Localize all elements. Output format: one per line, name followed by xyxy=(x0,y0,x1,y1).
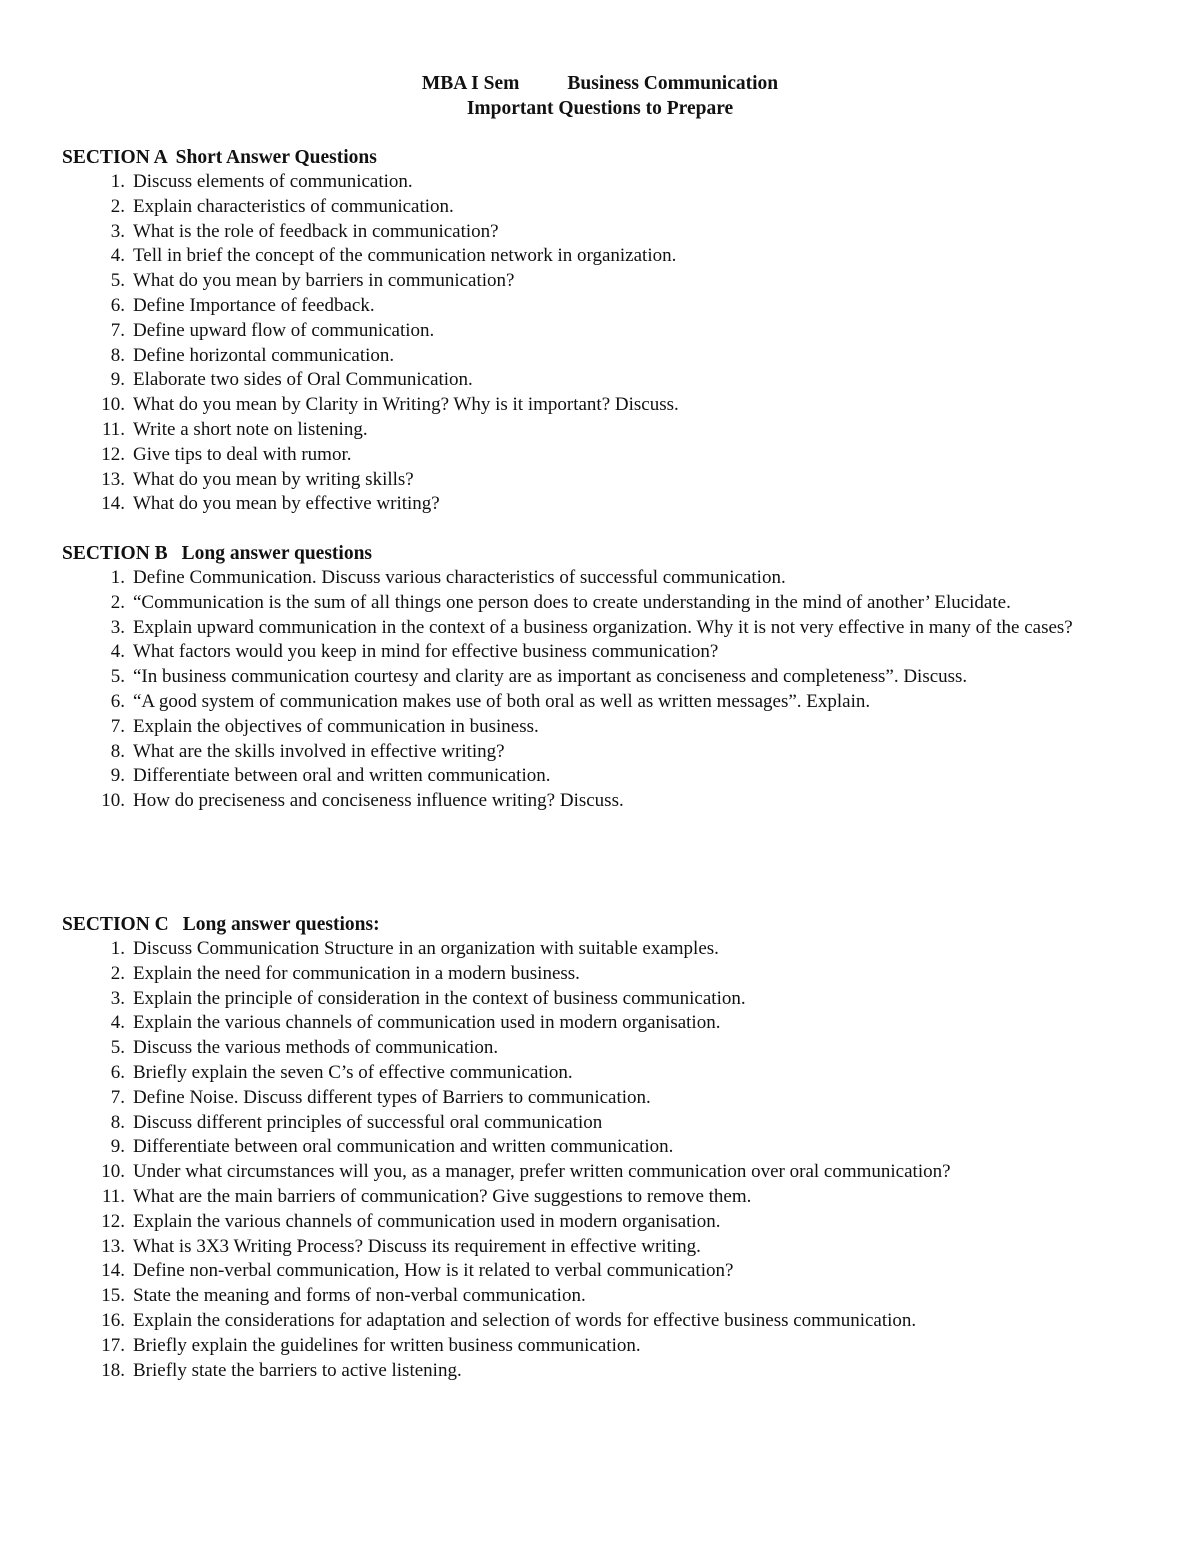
question-item xyxy=(0,492,1200,517)
question-text: Discuss elements of communication. xyxy=(133,171,413,192)
question-item xyxy=(0,1135,1200,1160)
question-text: What do you mean by barriers in communication? xyxy=(133,270,515,292)
question-number: 14. xyxy=(101,493,125,515)
question-item xyxy=(0,269,1200,294)
course-label: MBA I Sem xyxy=(421,73,520,94)
question-number: 13. xyxy=(101,468,125,490)
question-number: 3. xyxy=(110,616,125,638)
question-text: State the meaning and forms of non-verbal communication. xyxy=(133,1285,586,1307)
question-text: How do preciseness and conciseness influence writing? Discuss. xyxy=(133,790,624,812)
question-text: Explain the principle of consideration in the context of business communication. xyxy=(133,987,746,1009)
question-number: 6. xyxy=(110,294,125,316)
question-text: Under what circumstances will you, as a manager, prefer written communication over oral communication? xyxy=(133,1161,951,1183)
section-c-heading xyxy=(62,912,380,938)
question-item xyxy=(0,1235,1200,1260)
question-item xyxy=(0,1284,1200,1309)
question-number: 8. xyxy=(110,740,125,762)
question-text: Define upward flow of communication. xyxy=(133,319,435,341)
question-text: Discuss different principles of successful oral communication xyxy=(133,1111,603,1133)
question-number: 6. xyxy=(110,1061,125,1083)
question-text: What are the main barriers of communication? Give suggestions to remove them. xyxy=(133,1185,752,1207)
question-number: 5. xyxy=(110,1037,125,1059)
question-item xyxy=(0,740,1200,765)
question-item xyxy=(0,244,1200,269)
question-text: Define non-verbal communication, How is it related to verbal communication? xyxy=(133,1260,734,1282)
question-number: 4. xyxy=(110,245,125,267)
question-text: Explain the various channels of communication used in modern organisation. xyxy=(133,1210,721,1232)
question-item xyxy=(0,616,1200,641)
section-b-questions xyxy=(0,566,1200,814)
question-item xyxy=(0,1309,1200,1334)
question-item xyxy=(0,393,1200,418)
question-item xyxy=(0,1036,1200,1061)
question-text: What is the role of feedback in communication? xyxy=(133,220,499,242)
question-item xyxy=(0,1259,1200,1284)
question-item xyxy=(0,319,1200,344)
question-number: 10. xyxy=(101,790,125,812)
question-text: What factors would you keep in mind for effective business communication? xyxy=(133,641,719,663)
section-a-questions xyxy=(0,170,1200,517)
question-item xyxy=(0,170,1200,195)
question-number: 16. xyxy=(101,1309,125,1331)
question-number: 14. xyxy=(101,1260,125,1282)
question-text: Explain upward communication in the context of a business organization. Why it is not very effective in many of the cases? xyxy=(133,616,1073,638)
question-number: 1. xyxy=(110,171,125,192)
question-text: “In business communication courtesy and clarity are as important as conciseness and completeness”. Discuss. xyxy=(133,666,968,688)
question-item xyxy=(0,1086,1200,1111)
section-c-subtitle: Long answer questions: xyxy=(182,914,380,935)
question-number: 3. xyxy=(110,987,125,1009)
question-text: Differentiate between oral and written communication. xyxy=(133,765,551,787)
question-text: Write a short note on listening. xyxy=(133,418,368,440)
question-number: 12. xyxy=(101,443,125,465)
question-number: 9. xyxy=(110,765,125,787)
question-number: 12. xyxy=(101,1210,125,1232)
question-item xyxy=(0,640,1200,665)
question-text: What do you mean by writing skills? xyxy=(133,468,414,490)
question-item xyxy=(0,591,1200,616)
question-text: Define Importance of feedback. xyxy=(133,294,375,316)
section-b-subtitle: Long answer questions xyxy=(181,543,373,564)
section-c-questions xyxy=(0,937,1200,1383)
question-text: Tell in brief the concept of the communication network in organization. xyxy=(133,245,677,267)
question-item xyxy=(0,987,1200,1012)
question-item xyxy=(0,665,1200,690)
subject-label: Business Communication xyxy=(567,73,779,94)
question-item xyxy=(0,1210,1200,1235)
question-text: Explain characteristics of communication. xyxy=(133,195,454,217)
question-text: What are the skills involved in effective writing? xyxy=(133,740,505,762)
section-a-subtitle: Short Answer Questions xyxy=(175,147,377,168)
question-number: 7. xyxy=(110,715,125,737)
question-item xyxy=(0,566,1200,591)
question-text: Briefly state the barriers to active listening. xyxy=(133,1359,462,1381)
question-item xyxy=(0,1359,1200,1384)
question-number: 10. xyxy=(101,1161,125,1183)
question-item xyxy=(0,789,1200,814)
question-number: 1. xyxy=(110,567,125,588)
question-item xyxy=(0,937,1200,962)
question-text: “A good system of communication makes use of both oral as well as written messages”. Explain. xyxy=(133,690,871,712)
question-item xyxy=(0,962,1200,987)
question-item xyxy=(0,1160,1200,1185)
question-text: Differentiate between oral communication and written communication. xyxy=(133,1136,674,1158)
question-item xyxy=(0,690,1200,715)
question-number: 5. xyxy=(110,666,125,688)
section-a-heading xyxy=(62,145,377,171)
question-item xyxy=(0,1111,1200,1136)
question-number: 5. xyxy=(110,270,125,292)
question-number: 8. xyxy=(110,1111,125,1133)
question-item xyxy=(0,1334,1200,1359)
section-c-name: SECTION C xyxy=(62,914,169,935)
question-text: Briefly explain the seven C’s of effective communication. xyxy=(133,1061,573,1083)
question-number: 2. xyxy=(110,195,125,217)
question-item xyxy=(0,468,1200,493)
question-item xyxy=(0,418,1200,443)
question-number: 9. xyxy=(110,369,125,391)
question-number: 6. xyxy=(110,690,125,712)
question-text: Explain the various channels of communication used in modern organisation. xyxy=(133,1012,721,1034)
question-item xyxy=(0,368,1200,393)
question-text: “Communication is the sum of all things one person does to create understanding in the mind of another’ Elucidate. xyxy=(133,591,1011,613)
question-item xyxy=(0,1011,1200,1036)
question-number: 1. xyxy=(110,938,125,959)
question-number: 2. xyxy=(110,962,125,984)
question-number: 4. xyxy=(110,641,125,663)
section-b-heading xyxy=(62,541,372,567)
question-number: 2. xyxy=(110,591,125,613)
question-number: 18. xyxy=(101,1359,125,1381)
question-number: 7. xyxy=(110,1086,125,1108)
question-text: Discuss the various methods of communication. xyxy=(133,1037,499,1059)
question-item xyxy=(0,1185,1200,1210)
question-number: 7. xyxy=(110,319,125,341)
question-number: 8. xyxy=(110,344,125,366)
question-number: 15. xyxy=(101,1285,125,1307)
document-title xyxy=(0,71,1200,97)
question-text: Explain the need for communication in a modern business. xyxy=(133,962,580,984)
question-number: 4. xyxy=(110,1012,125,1034)
question-text: What do you mean by Clarity in Writing? Why is it important? Discuss. xyxy=(133,394,679,416)
question-text: Define horizontal communication. xyxy=(133,344,395,366)
question-item xyxy=(0,220,1200,245)
question-number: 10. xyxy=(101,394,125,416)
question-item xyxy=(0,195,1200,220)
question-text: Explain the objectives of communication in business. xyxy=(133,715,539,737)
question-number: 11. xyxy=(101,1185,125,1207)
section-b-name: SECTION B xyxy=(62,543,168,564)
question-text: Define Communication. Discuss various characteristics of successful communication. xyxy=(133,567,786,588)
question-number: 3. xyxy=(110,220,125,242)
section-a-name: SECTION A xyxy=(62,147,168,168)
question-number: 9. xyxy=(110,1136,125,1158)
question-item xyxy=(0,443,1200,468)
question-text: Elaborate two sides of Oral Communication. xyxy=(133,369,473,391)
document-subtitle: Important Questions to Prepare xyxy=(466,98,734,119)
question-number: 11. xyxy=(101,418,125,440)
question-text: What is 3X3 Writing Process? Discuss its requirement in effective writing. xyxy=(133,1235,701,1257)
question-text: Give tips to deal with rumor. xyxy=(133,443,352,465)
question-item xyxy=(0,715,1200,740)
question-number: 13. xyxy=(101,1235,125,1257)
question-text: Discuss Communication Structure in an organization with suitable examples. xyxy=(133,938,719,959)
question-item xyxy=(0,344,1200,369)
question-item xyxy=(0,764,1200,789)
question-text: What do you mean by effective writing? xyxy=(133,493,440,515)
question-number: 17. xyxy=(101,1334,125,1356)
question-text: Define Noise. Discuss different types of Barriers to communication. xyxy=(133,1086,651,1108)
question-text: Briefly explain the guidelines for written business communication. xyxy=(133,1334,641,1356)
question-item xyxy=(0,294,1200,319)
question-item xyxy=(0,1061,1200,1086)
question-text: Explain the considerations for adaptation and selection of words for effective business communication. xyxy=(133,1309,917,1331)
